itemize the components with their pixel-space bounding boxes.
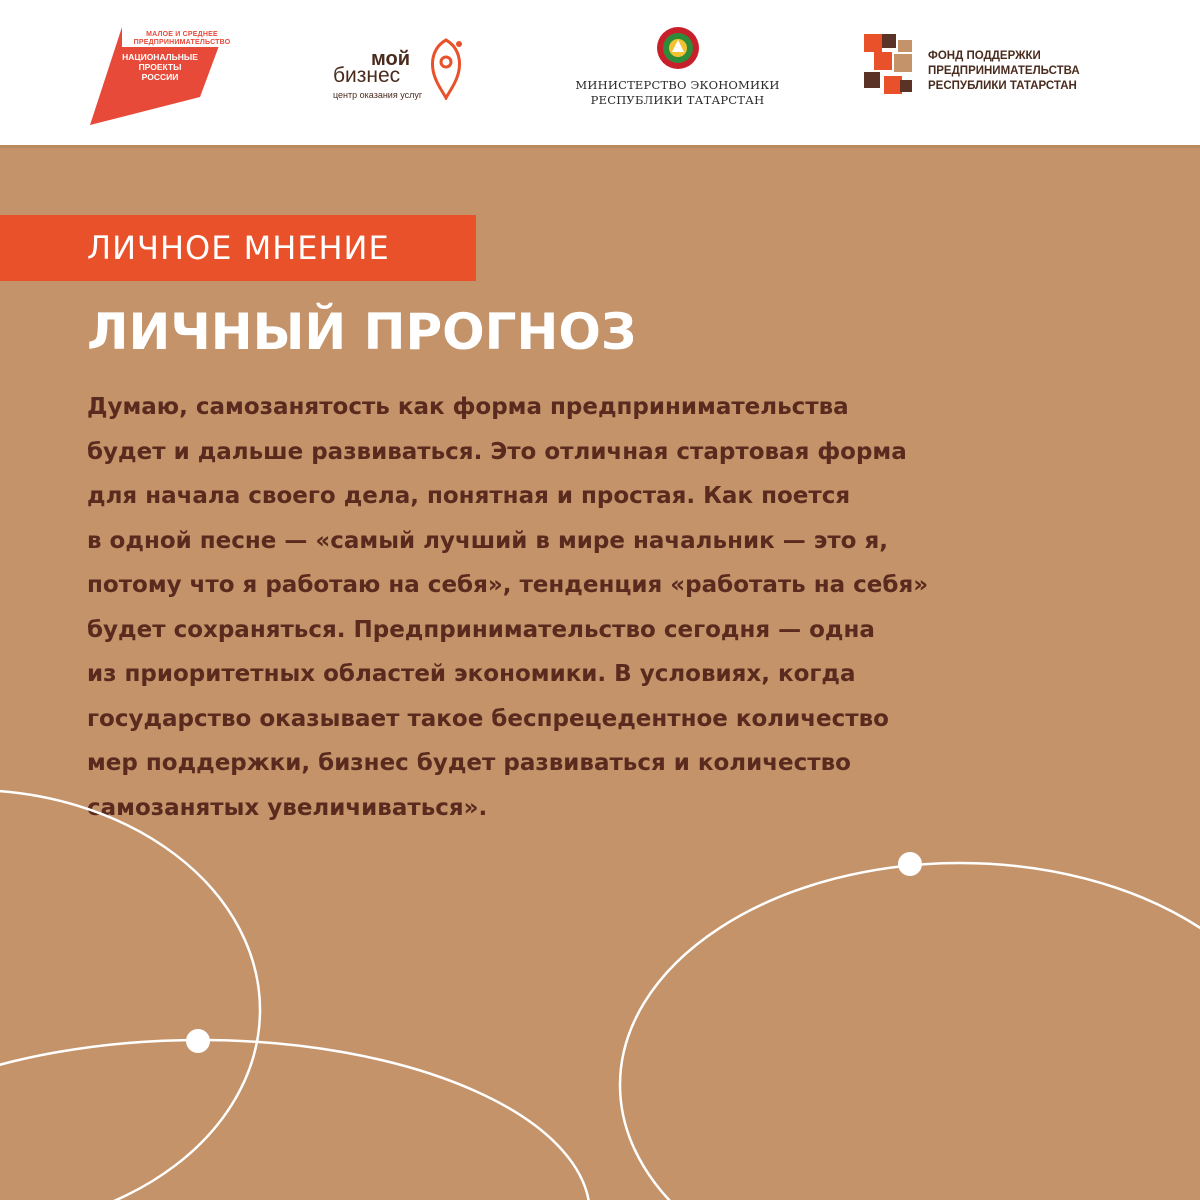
quote-line: в одной песне — «самый лучший в мире начальник — это я, <box>87 527 888 554</box>
fond-name-text <box>928 49 1080 94</box>
quote-line: Думаю, самозанятость как форма предпринимательства <box>87 394 849 420</box>
fond-name-line2: ПРЕДПРИНИМАТЕЛЬСТВА <box>928 65 1080 77</box>
orbit-node <box>186 1029 210 1053</box>
header-bar <box>0 0 1200 145</box>
quote-line: мер поддержки, бизнес будет развиваться и количество <box>87 750 851 776</box>
tatarstan-emblem-icon <box>655 25 701 71</box>
national-projects-top-text: МАЛОЕ И СРЕДНЕЕ ПРЕДПРИНИМАТЕЛЬСТВО <box>133 31 231 46</box>
orbit-left <box>0 790 260 1200</box>
moy-biznes-logo <box>325 30 475 110</box>
moy-biznes-word1: мой <box>371 48 411 70</box>
moy-biznes-subtitle: центр оказания услуг <box>333 90 423 100</box>
ministry-name-line2: РЕСПУБЛИКИ ТАТАРСТАН <box>590 93 765 107</box>
national-projects-main-text: НАЦИОНАЛЬНЫЕ ПРОЕКТЫ РОССИИ <box>122 52 198 82</box>
orbit-node <box>898 852 922 876</box>
quote-line: будет сохраняться. Предпринимательство сегодня — одна <box>87 616 875 643</box>
fond-cubes-icon <box>862 32 916 102</box>
quote-line: будет и дальше развиваться. Это отличная стартовая форма <box>87 438 907 465</box>
page-title: ЛИЧНЫЙ ПРОГНОЗ <box>87 303 637 361</box>
quote-line: государство оказывает такое беспрецедентное количество <box>87 705 889 732</box>
quote-line: потому что я работаю на себя», тенденция «работать на себя» <box>87 572 929 598</box>
tag-label: ЛИЧНОЕ МНЕНИЕ <box>87 229 390 267</box>
orbit-bottom <box>0 1040 590 1200</box>
moy-biznes-word2: бизнес <box>333 64 401 87</box>
ministry-name-line1: МИНИСТЕРСТВО ЭКОНОМИКИ <box>575 78 780 92</box>
fond-name-line1: ФОНД ПОДДЕРЖКИ <box>928 50 1041 62</box>
rocket-pin-icon <box>425 36 467 100</box>
quote-line: самозанятых увеличиваться». <box>87 794 488 821</box>
fond-name-line3: РЕСПУБЛИКИ ТАТАРСТАН <box>928 80 1077 92</box>
fond-support-logo <box>862 32 1122 107</box>
national-projects-logo <box>88 25 231 127</box>
ministry-economy-logo <box>565 25 790 115</box>
quote-text <box>87 385 1147 830</box>
header-divider <box>0 145 1200 148</box>
quote-line: для начала своего дела, понятная и простая. Как поется <box>87 483 851 509</box>
quote-line: из приоритетных областей экономики. В условиях, когда <box>87 661 856 687</box>
orbit-right <box>620 863 1200 1200</box>
